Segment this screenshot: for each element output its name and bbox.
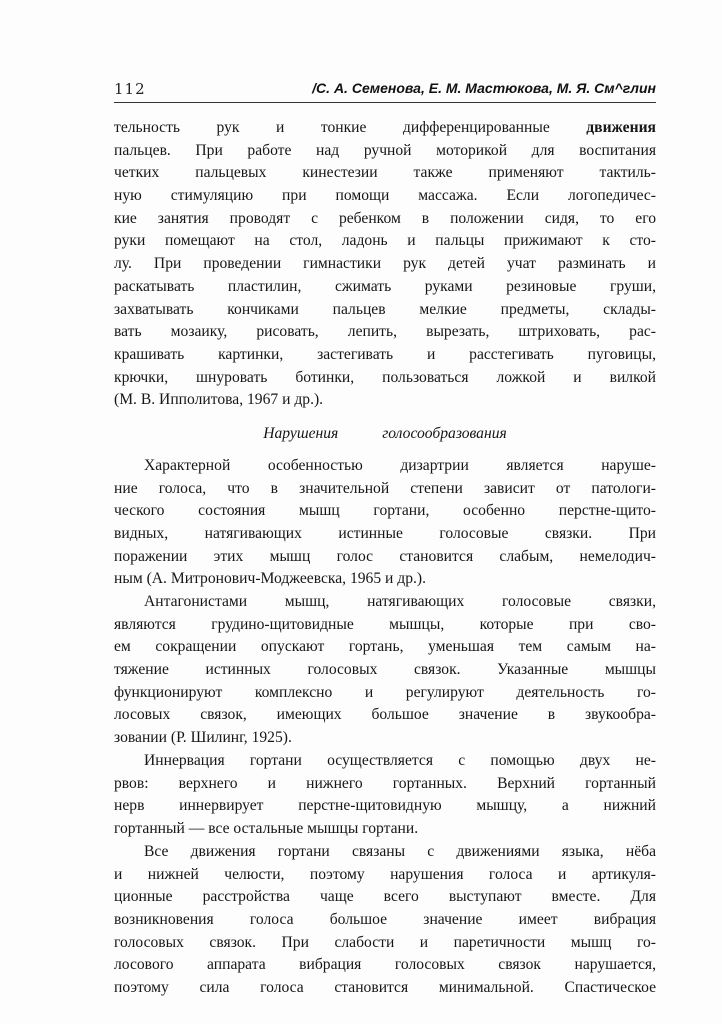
paragraph-3 [114,591,656,750]
paragraph-5 [114,841,656,1000]
text-line: зовании (Р. Шилинг, 1925). [114,729,292,747]
bold-word: движения [586,119,656,136]
text-line: ным (А. Митронович-Моджеевска, 1965 и др.). [114,570,427,588]
text-line: руки помещают на стол, ладонь и пальцы прижимают к сто- [114,232,656,250]
running-head-authors: /С. А. Семенова, Е. М. Мастюкова, М. Я. См^глин [312,80,656,96]
text-line: гортанный — все остальные мышцы гортани. [114,820,419,838]
text-line: нерв иннервирует перстне-щитовидную мышцу, а нижний [114,797,656,815]
text-line: тельность рук и тонкие дифференцированные движения [114,119,656,136]
text-line: видных, натягивающих истинные голосовые связки. При [114,525,656,543]
page-header [114,78,656,103]
text-line: ционные расстройства чаще всего выступают вместе. Для [114,888,656,906]
text-line: крашивать картинки, застегивать и расстегивать пуговицы, [114,345,656,363]
text-line: лу. При проведении гимнастики рук детей учат разминать и [114,255,656,273]
text-line: Все движения гортани связаны с движениями языка, нёба [144,843,656,860]
text-line: поэтому сила голоса становится минимальной. Спастическое [114,979,656,997]
text-line: пальцев. При работе над ручной моторикой для воспитания [114,141,656,159]
text-line: поражении этих мышц голос становится слабым, немелодич- [114,547,656,565]
text-line: лосового аппарата вибрация голосовых связок нарушается, [114,956,656,974]
page-number: 112 [114,80,146,98]
text-line: тяжение истинных голосовых связок. Указанные мышцы [114,661,656,679]
text-line: ние голоса, что в значительной степени зависит от патологи- [114,479,656,497]
text-line: раскатывать пластилин, сжимать руками резиновые груши, [114,277,656,295]
text-line: возникновения голоса большое значение имеет вибрация [114,911,656,929]
paragraph-2 [114,455,656,591]
section-heading: Нарушения голосообразования [263,425,507,442]
text-line: рвов: верхнего и нижнего гортанных. Верхний гортанный [114,774,656,792]
text-line: ческого состояния мышц гортани, особенно перстне-щито- [114,502,656,520]
text-line: функционируют комплексно и регулируют деятельность го- [114,683,656,701]
text-line: и нижней челюсти, поэтому нарушения голоса и артикуля- [114,865,656,883]
text-line: крючки, шнуровать ботинки, пользоваться ложкой и вилкой [114,368,656,386]
text-line: являются грудино-щитовидные мышцы, которые при сво- [114,615,656,633]
text-line: лосовых связок, имеющих большое значение в звукообра- [114,706,656,724]
text-line: голосовых связок. При слабости и паретичности мышц го- [114,933,656,951]
text-line: вать мозаику, рисовать, лепить, вырезать, штриховать, рас- [114,323,656,341]
text-line: четких пальцевых кинестезии также применяют тактиль- [114,164,656,182]
paragraph-4 [114,750,656,841]
text-line: (М. В. Ипполитова, 1967 и др.). [114,391,324,409]
text-line: захватывать кончиками пальцев мелкие предметы, склады- [114,300,656,318]
text-line: Характерной особенностью дизартрии является наруше- [144,457,656,474]
text-line: кие занятия проводят с ребенком в положении сидя, то его [114,209,656,227]
text-line: ную стимуляцию при помощи массажа. Если логопедичес- [114,187,656,205]
text-line: ем сокращении опускают гортань, уменьшая тем самым на- [114,638,656,656]
text-line: Иннервация гортани осуществляется с помощью двух не- [144,752,656,769]
paragraph-1 [114,117,656,412]
text-line: Антагонистами мышц, натягивающих голосовые связки, [144,593,656,610]
